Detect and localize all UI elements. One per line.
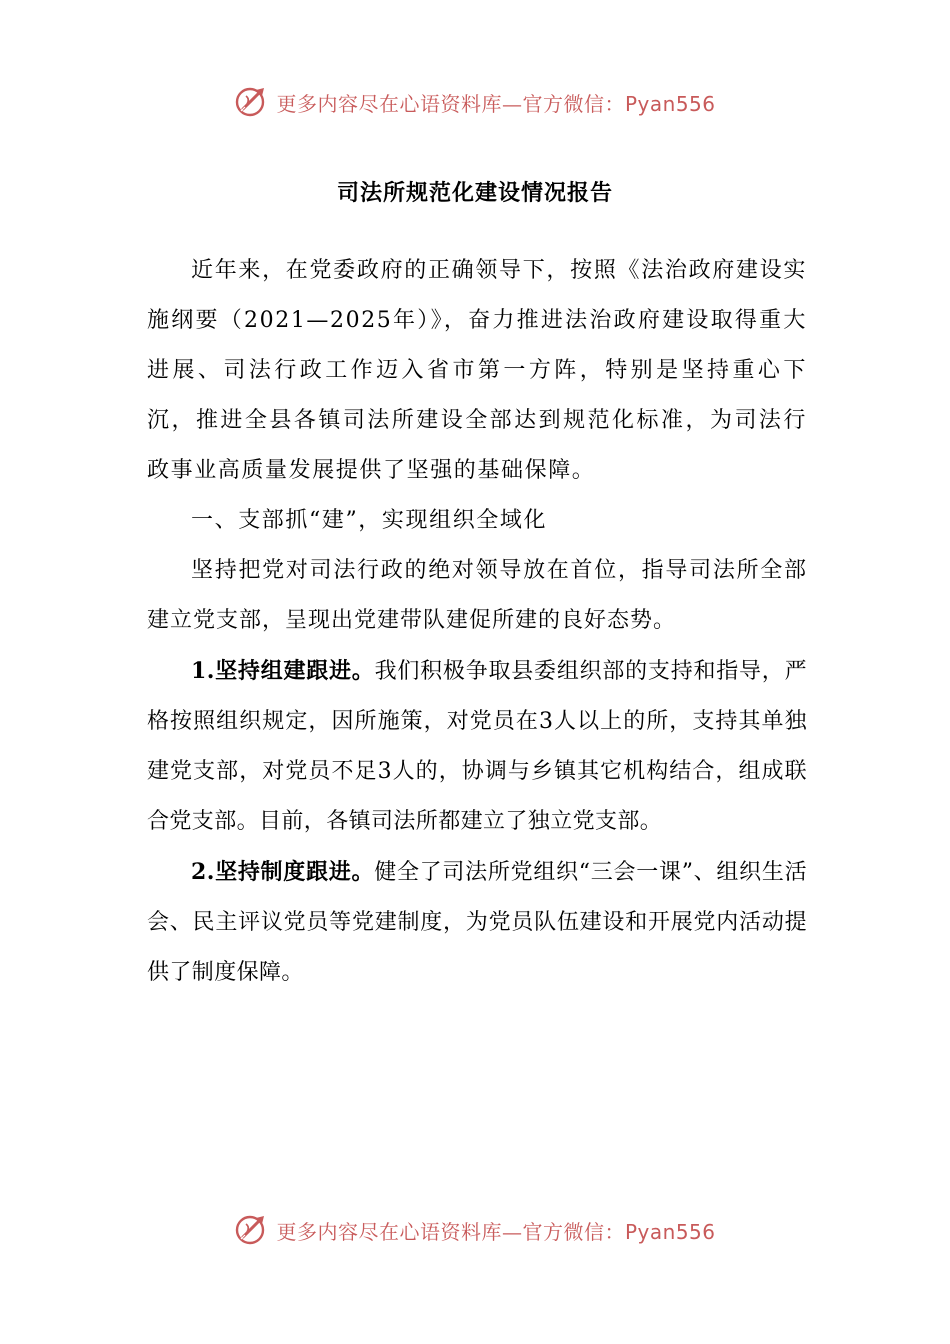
item-2-body: 健全了司法所党组织“三会一课”、组织生活会、民主评议党员等党建制度，为党员队伍建设和开展党内活动提供了制度保障。 — [147, 860, 807, 985]
pen-logo-icon — [234, 84, 270, 120]
banner-text: 更多内容尽在心语资料库—官方微信：Pyan556 — [276, 91, 716, 116]
item-1-paragraph — [147, 646, 807, 847]
item-2-paragraph — [147, 847, 807, 998]
intro-paragraph: 近年来，在党委政府的正确领导下，按照《法治政府建设实施纲要（2021—2025年）》，奋力推进法治政府建设取得重大进展、司法行政工作迈入省市第一方阵，特别是坚持重心下沉，推进全县各镇司法所建设全部达到规范化标准，为司法行政事业高质量发展提供了坚强的基础保障。 — [147, 258, 807, 483]
item-1-lead: 1.坚持组建跟进。 — [191, 658, 375, 684]
banner-wechat-id: Pyan556 — [624, 91, 716, 116]
item-2-lead: 2.坚持制度跟进。 — [191, 859, 375, 885]
section-1-paragraph: 坚持把党对司法行政的绝对领导放在首位，指导司法所全部建立党支部，呈现出党建带队建促所建的良好态势。 — [147, 558, 807, 633]
banner-wechat-id: Pyan556 — [624, 1219, 716, 1244]
item-1-body: 我们积极争取县委组织部的支持和指导，严格按照组织规定，因所施策，对党员在3人以上的所，支持其单独建党支部，对党员不足3人的，协调与乡镇其它机构结合，组成联合党支部。目前，各镇司法所都建立了独立党支部。 — [147, 659, 807, 834]
document-body — [147, 246, 807, 998]
document-title: 司法所规范化建设情况报告 — [336, 180, 613, 206]
section-1-heading: 一、支部抓“建”，实现组织全域化 — [191, 508, 548, 533]
footer-banner — [0, 1208, 950, 1252]
banner-text: 更多内容尽在心语资料库—官方微信：Pyan556 — [276, 1219, 716, 1244]
pen-logo-icon — [234, 1212, 270, 1248]
header-banner — [0, 80, 950, 124]
